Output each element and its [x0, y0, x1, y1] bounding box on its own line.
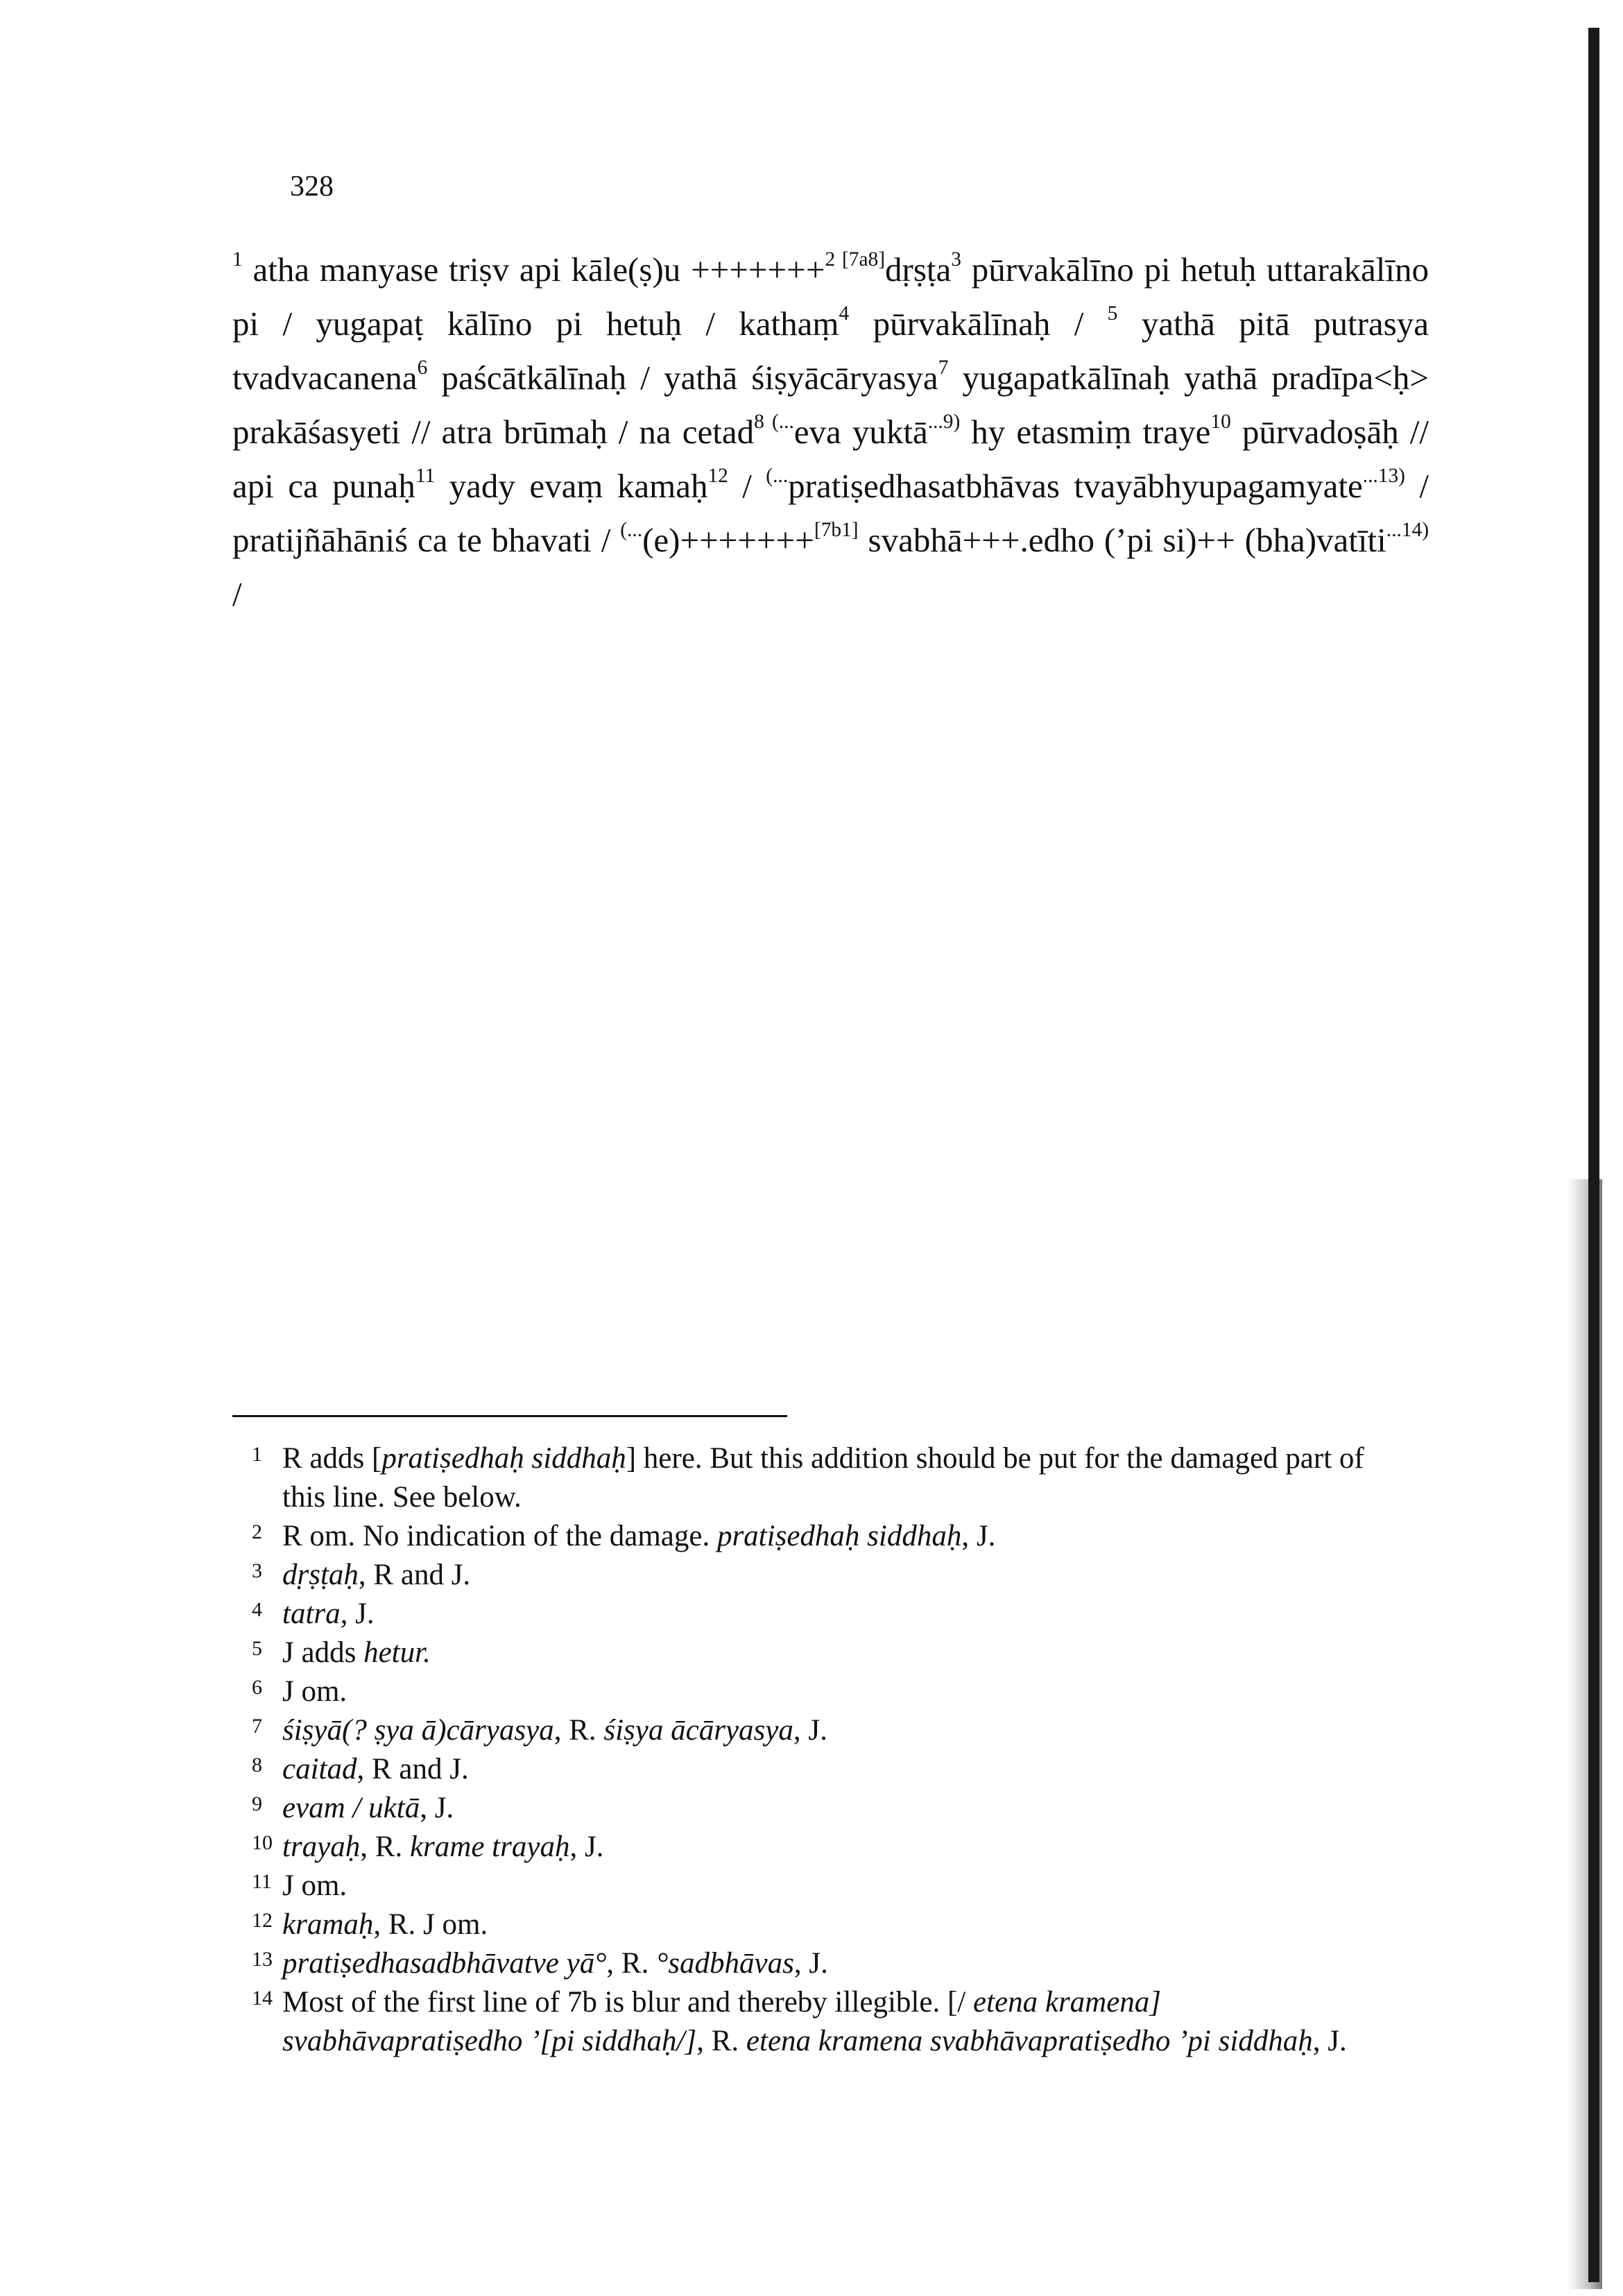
fn-text: ] here. But this addition should be put for the damaged part of this line. See below. — [282, 1442, 1364, 1514]
fn-text: , R. — [606, 1947, 657, 1980]
fn-italic: tatra — [282, 1597, 341, 1630]
footnote-1 — [232, 1439, 1377, 1517]
fn-text: Most of the first line of 7b is blur and thereby illegible. [/ — [282, 1986, 973, 2019]
main-paragraph — [232, 243, 1429, 622]
text-span: (e)+++++++ — [642, 521, 814, 559]
footnote-number: 2 — [252, 1520, 262, 1543]
fn-italic: caitad — [282, 1753, 357, 1785]
fn-text: , J. — [340, 1597, 375, 1630]
footnotes — [232, 1439, 1377, 2061]
page-edge-bar — [1588, 28, 1599, 2282]
footnote-number: 13 — [252, 1948, 273, 1971]
footnote-9 — [232, 1789, 1377, 1828]
footnote-4 — [232, 1595, 1377, 1634]
text-span: / pratijñāhāniś ca te bhavati / — [232, 467, 1429, 559]
footnote-number: 9 — [252, 1792, 262, 1815]
text-span: svabhā+++.edho (’pi si)++ (bha)vatīti — [858, 521, 1386, 559]
note-ref: ...9) — [927, 410, 961, 433]
fn-italic: hetur. — [363, 1636, 431, 1669]
fn-text: J om. — [282, 1869, 347, 1902]
text-span: / — [728, 467, 766, 505]
text-span: atha manyase triṣv api kāle(ṣ)u +++++++ — [252, 250, 825, 289]
footnote-14 — [232, 1983, 1377, 2061]
note-ref: 5 — [1107, 302, 1118, 325]
note-ref: 12 — [707, 464, 728, 487]
fn-text: , R and J. — [357, 1753, 469, 1785]
fn-italic: śiṣyā(? ṣya ā)cāryasya — [282, 1714, 554, 1747]
fn-text: , J. — [793, 1947, 828, 1980]
footnote-number: 3 — [252, 1559, 262, 1582]
footnote-number: 6 — [252, 1676, 262, 1699]
fn-text: , R. — [553, 1714, 604, 1747]
fn-text: , J. — [793, 1714, 827, 1747]
fn-text: R adds [ — [282, 1442, 382, 1475]
footnote-3 — [232, 1556, 1377, 1595]
fn-italic: kramaḥ — [282, 1908, 374, 1941]
fn-italic: śiṣya ācāryasya — [603, 1714, 793, 1747]
text-span: pūrvakālīno pi hetuḥ uttarakālīno pi / yugapaṭ kālīno pi hetuḥ / kathaṃ — [232, 250, 1429, 343]
footnote-5 — [232, 1634, 1377, 1672]
footnote-number: 14 — [252, 1987, 273, 2010]
note-ref: 11 — [415, 464, 436, 487]
fn-italic: krame trayaḥ — [409, 1831, 570, 1863]
text-span: yady evaṃ kamaḥ — [435, 467, 708, 505]
note-ref: 10 — [1210, 410, 1231, 433]
note-ref: 3 — [951, 248, 961, 271]
footnote-8 — [232, 1750, 1377, 1789]
fn-text: , R and J. — [358, 1559, 471, 1591]
text-span: hy etasmiṃ traye — [960, 413, 1211, 451]
footnote-2 — [232, 1517, 1377, 1556]
text-span: yathā pitā putrasya tvadvacanena — [232, 305, 1429, 397]
footnote-rule — [232, 1415, 787, 1417]
footnote-7 — [232, 1711, 1377, 1750]
footnote-11 — [232, 1867, 1377, 1905]
footnote-number: 11 — [252, 1870, 272, 1893]
note-ref: (... — [620, 518, 643, 541]
fn-text: , J. — [961, 1520, 996, 1552]
text-span: dṛṣṭa — [885, 250, 952, 289]
text-span: paścātkālīnaḥ / yathā śiṣyācāryasya — [427, 359, 938, 397]
fn-italic: evam / uktā — [282, 1792, 420, 1824]
footnote-number: 4 — [252, 1598, 262, 1621]
fn-italic: trayaḥ — [282, 1831, 361, 1863]
fn-italic: dṛṣṭaḥ — [282, 1559, 359, 1591]
note-ref: [7b1] — [814, 518, 859, 541]
main-text — [232, 243, 1429, 622]
fn-italic: etena kramena svabhāvapratiṣedho ’pi siddhaḥ — [746, 2025, 1313, 2057]
note-ref: ...14) — [1386, 518, 1429, 541]
note-ref: 2 [7a8] — [825, 248, 886, 271]
text-span: eva yuktā — [793, 413, 928, 451]
note-ref: 8 (... — [754, 410, 794, 433]
fn-italic: °sadbhāvas — [656, 1947, 794, 1980]
text-span: pūrvadoṣāḥ // api ca punaḥ — [232, 413, 1429, 505]
footnote-number: 7 — [252, 1715, 262, 1738]
footnote-6 — [232, 1672, 1377, 1711]
text-span: pūrvakālīnaḥ / — [849, 305, 1108, 343]
footnote-number: 5 — [252, 1637, 262, 1660]
fn-italic: pratiṣedhasadbhāvatve yā° — [282, 1947, 607, 1980]
footnote-13 — [232, 1944, 1377, 1983]
note-ref: (... — [766, 464, 789, 487]
footnote-number: 12 — [252, 1909, 273, 1932]
footnote-number: 8 — [252, 1754, 262, 1776]
note-ref: ...13) — [1362, 464, 1405, 487]
fn-text: J adds — [282, 1636, 364, 1669]
text-span: pratiṣedhasatbhāvas tvayābhyupagamyate — [788, 467, 1363, 505]
fn-italic: pratiṣedhaḥ siddhaḥ — [716, 1520, 962, 1552]
fn-text: , J. — [420, 1792, 454, 1824]
fn-text: , J. — [1312, 2025, 1347, 2057]
fn-italic: etena kramena] svabhāvapratiṣedho ’[pi siddhaḥ/] — [282, 1986, 1162, 2057]
footnote-number: 10 — [252, 1831, 273, 1854]
note-ref: 6 — [417, 356, 428, 379]
fn-text: J om. — [282, 1675, 347, 1708]
footnote-10 — [232, 1828, 1377, 1867]
text-span: yugapatkālīnaḥ yathā pradīpa<ḥ> prakāśasyeti // atra brūmaḥ / na cetad — [232, 359, 1429, 451]
text-span: / — [232, 575, 242, 613]
fn-text: , R. — [360, 1831, 410, 1863]
note-ref: 7 — [938, 356, 949, 379]
fn-text: , R. — [696, 2025, 746, 2057]
footnote-number: 1 — [252, 1443, 262, 1466]
fn-text: , J. — [569, 1831, 604, 1863]
fn-text: , R. J om. — [373, 1908, 488, 1941]
note-ref: 4 — [839, 302, 850, 325]
note-ref: 1 — [232, 248, 243, 271]
fn-italic: pratiṣedhaḥ siddhaḥ — [381, 1442, 626, 1475]
fn-text: R om. No indication of the damage. — [282, 1520, 717, 1552]
footnote-12 — [232, 1905, 1377, 1944]
page-number: 328 — [290, 171, 334, 203]
